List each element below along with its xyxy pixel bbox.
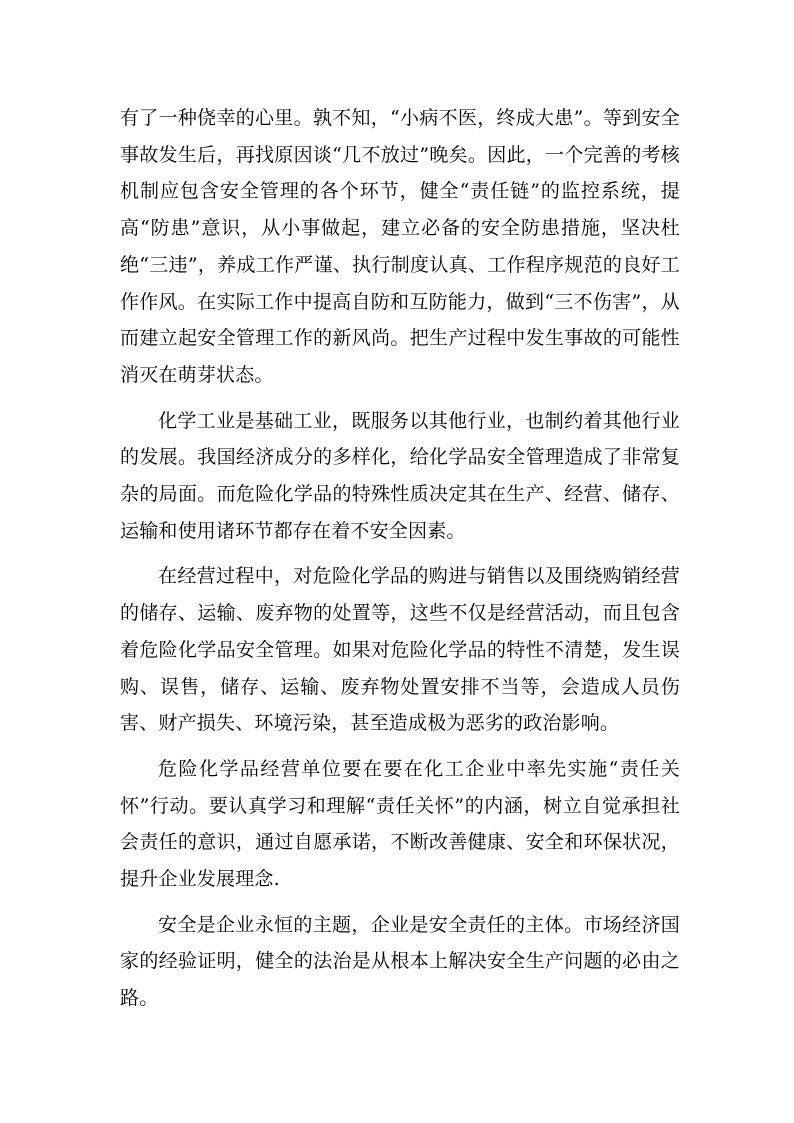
paragraph-1: 有了一种侥幸的心里。孰不知，“小病不医，终成大患”。等到安全事故发生后，再找原因谈“几不放过”晚矣。因此，一个完善的考核机制应包含安全管理的各个环节，健全“责任链”的监控系统，提高“防患”意识，从小事做起，建立必备的安全防患措施，坚决杜绝“三违”，养成工作严谨、执行制度认真、工作程序规范的良好工作作风。在实际工作中提高自防和互防能力，做到“三不伤害”，从而建立起安全管理工作的新风尚。把生产过程中发生事故的可能性消灭在萌芽状态。 [120,107,680,386]
paragraph-3: 在经营过程中，对危险化学品的购进与销售以及围绕购销经营的储存、运输、废弃物的处置等，这些不仅是经营活动，而且包含着危险化学品安全管理。如果对危险化学品的特性不清楚，发生误购、误售，储存、运输、废弃物处置安排不当等，会造成人员伤害、财产损失、环境污染，甚至造成极为恶劣的政治影响。 [120,565,680,735]
document-body [120,100,680,1017]
paragraph-5: 安全是企业永恒的主题，企业是安全责任的主体。市场经济国家的经验证明，健全的法治是从根本上解决安全生产问题的必由之路。 [120,913,680,1010]
paragraph-2: 化学工业是基础工业，既服务以其他行业，也制约着其他行业的发展。我国经济成分的多样化，给化学品安全管理造成了非常复杂的局面。而危险化学品的特殊性质决定其在生产、经营、储存、运输和使用诸环节都存在着不安全因素。 [120,409,680,542]
paragraph-4: 危险化学品经营单位要在要在化工企业中率先实施“责任关怀”行动。要认真学习和理解“责任关怀”的内涵，树立自觉承担社会责任的意识，通过自愿承诺，不断改善健康、安全和环保状况，提升企业发展理念. [120,757,680,891]
